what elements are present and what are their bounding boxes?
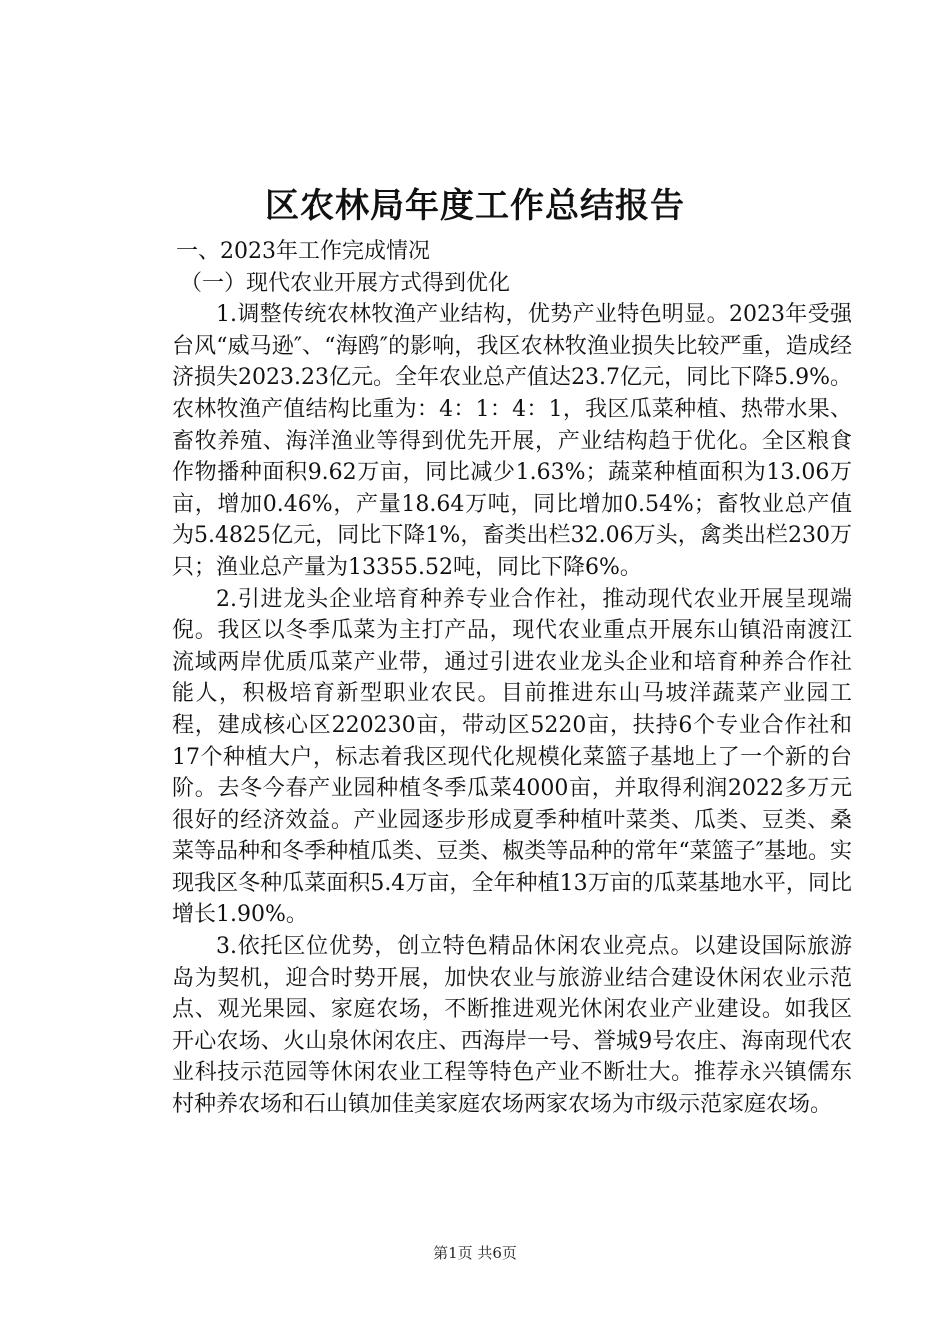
- document-body: [172, 236, 852, 1121]
- subsection-heading: （一）现代农业开展方式得到优化: [180, 270, 511, 296]
- section-heading: 一、2023年工作完成情况: [176, 239, 430, 264]
- paragraph-1: 1.调整传统农林牧渔产业结构，优势产业特色明显。2023年受强台风“威马逊″、“海鸥″的影响，我区农林牧渔业损失比较严重，造成经济损失2023.23亿元。全年农业总产值达23.7亿元，同比下降5.9%。农林牧渔产值结构比重为：4：1：4：1，我区瓜菜种植、热带水果、畜牧养殖、海洋渔业等得到优先开展，产业结构趋于优化。全区粮食作物播种面积9.62万亩，同比减少1.63%；蔬菜种植面积为13.06万亩，增加0.46%，产量18.64万吨，同比增加0.54%；畜牧业总产值为5.4825亿元，同比下降1%，畜类出栏32.06万头，禽类出栏230万只；渔业总产量为13355.52吨，同比下降6%。: [172, 302, 852, 580]
- page-number: 第1页 共6页: [433, 1244, 517, 1262]
- paragraph-2: 2.引进龙头企业培育种养专业合作社，推动现代农业开展呈现端倪。我区以冬季瓜菜为主打产品，现代农业重点开展东山镇沿南渡江流域两岸优质瓜菜产业带，通过引进农业龙头企业和培育种养合作社能人，积极培育新型职业农民。目前推进东山马坡洋蔬菜产业园工程，建成核心区220230亩，带动区5220亩，扶持6个专业合作社和17个种植大户，标志着我区现代化规模化菜篮子基地上了一个新的台阶。去冬今春产业园种植冬季瓜菜4000亩，并取得利润2022多万元很好的经济效益。产业园逐步形成夏季种植叶菜类、瓜类、豆类、桑菜等品种和冬季种植瓜类、豆类、椒类等品种的常年“菜篮子″基地。实现我区冬种瓜菜面积5.4万亩，全年种植13万亩的瓜菜基地水平，同比增长1.90%。: [172, 586, 852, 928]
- paragraph-3: 3.依托区位优势，创立特色精品休闲农业亮点。以建设国际旅游岛为契机，迎合时势开展，加快农业与旅游业结合建设休闲农业示范点、观光果园、家庭农场，不断推进观光休闲农业产业建设。如我区开心农场、火山泉休闲农庄、西海岸一号、誉城9号农庄、海南现代农业科技示范园等休闲农业工程等特色产业不断壮大。推荐永兴镇儒东村种养农场和石山镇加佳美家庭农场两家农场为市级示范家庭农场。: [172, 934, 852, 1118]
- document-title: 区农林局年度工作总结报告: [265, 186, 685, 226]
